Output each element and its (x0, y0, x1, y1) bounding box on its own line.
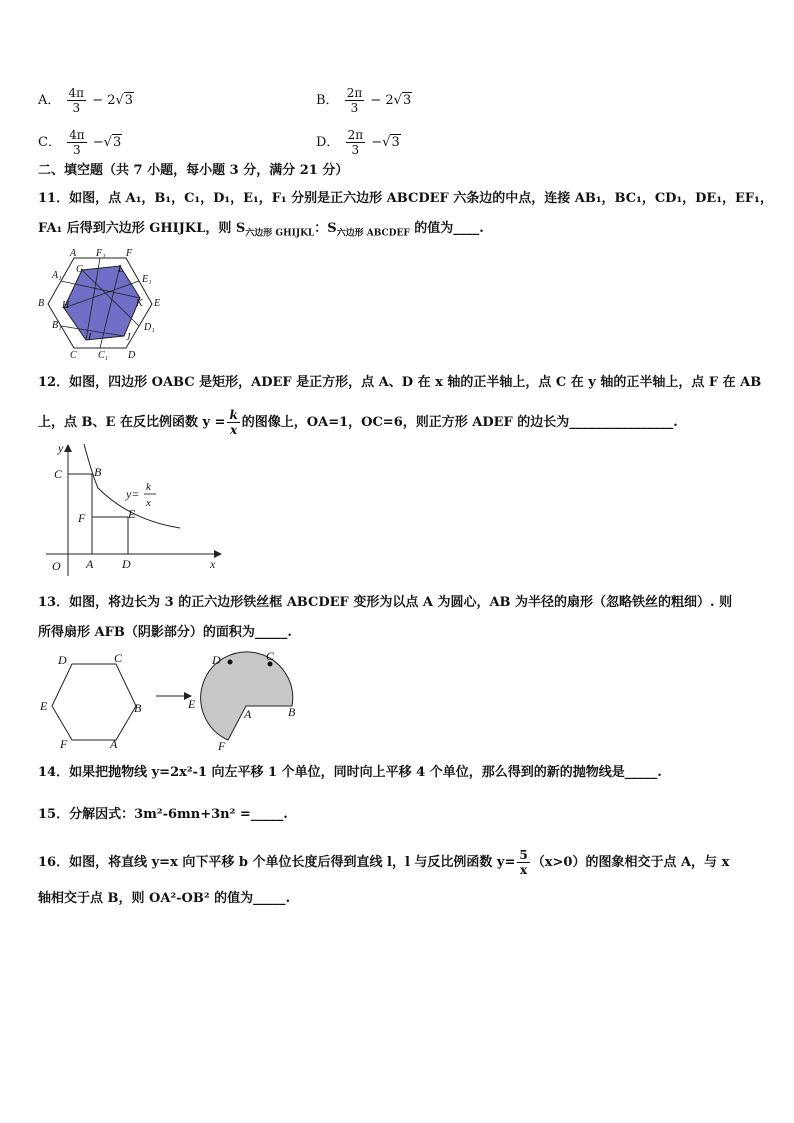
fig-label: E (188, 697, 196, 711)
sqrt-sign: √ (393, 93, 402, 108)
section-heading: 二、填空题（共 7 小题，每小题 3 分，满分 21 分） (38, 163, 349, 178)
fig-label: D (122, 557, 131, 571)
q16-line2: 轴相交于点 B，则 OA²-OB² 的值为_____. (38, 891, 291, 906)
fig-label: B₁ (52, 320, 62, 331)
fraction: $\frac{4\pi}{3}$ (68, 86, 85, 115)
coordinate-figure (40, 440, 230, 580)
fig-label: x (210, 557, 216, 571)
fraction: $\frac{4\pi}{3}$ (69, 128, 85, 157)
curve-num: k (146, 481, 151, 493)
fig-label: B (288, 705, 296, 719)
fig-label: J (126, 332, 131, 343)
curve-label: y= (126, 487, 140, 501)
q11-line2: FA₁ 后得到六边形 GHIJKL，则 $S_{六边形 GHIJKL}$：$S_{六边形 ABCDEF}$ 的值为____. (38, 221, 484, 239)
q15: 15．分解因式：3m²-6mn+3n² =_____. (38, 807, 288, 822)
q11-line1: 11．如图，点 A₁，B₁，C₁，D₁，E₁，F₁ 分别是正六边形 ABCDEF 六条边的中点，连接 AB₁，BC₁，CD₁，DE₁，EF₁， (38, 191, 773, 206)
fig-label: C (114, 651, 123, 665)
fig-label: F₁ (96, 248, 106, 259)
option-b: B． $\frac{2\pi}{3}$ − 2√3 (316, 86, 412, 115)
fig-label: E (40, 699, 48, 713)
fig-label: D₁ (144, 322, 155, 333)
hexagon-sector-figure (38, 648, 300, 752)
fig-label: G (76, 264, 84, 275)
hexagon-figure (36, 248, 176, 360)
fig-label: L (118, 264, 124, 275)
sqrt-sign: √ (103, 135, 112, 150)
fig-label: A (244, 707, 252, 721)
fig-label: C (266, 649, 275, 663)
q13-line1: 13．如图，将边长为 3 的正六边形铁丝框 ABCDEF 变形为以点 A 为圆心，AB 为半径的扇形（忽略铁丝的粗细）. 则 (38, 595, 733, 610)
q14: 14．如果把抛物线 y=2x²-1 向左平移 1 个单位，同时向上平移 4 个单位，那么得到的新的抛物线是_____. (38, 765, 662, 780)
fig-label: F (78, 511, 86, 525)
fig-label: A (110, 737, 118, 751)
fig-label: E (128, 507, 136, 521)
fig-label: A (86, 557, 94, 571)
fig-label: H (62, 300, 70, 311)
q12-line1: 12．如图，四边形 OABC 是矩形，ADEF 是正方形，点 A、D 在 x 轴的正半轴上，点 C 在 y 轴的正半轴上，点 F 在 AB (38, 375, 762, 390)
fig-label: K (136, 298, 143, 309)
option-a: A． $\frac{4\pi}{3}$ − 2√3 (38, 86, 134, 115)
fig-label: D (128, 350, 136, 360)
fig-label: C₁ (98, 350, 109, 360)
sqrt-sign: √ (382, 135, 391, 150)
fig-label: C (70, 350, 77, 360)
q12-line2: 上，点 B、E 在反比例函数 y = $\frac{k}{x}$ 的图像上，OA=1，OC=6，则正方形 ADEF 的边长为________________. (38, 408, 678, 437)
fraction: $\frac{2\pi}{3}$ (346, 86, 363, 115)
fig-label: A (70, 248, 77, 259)
fig-label: B (134, 701, 142, 715)
fig-label: B (38, 298, 45, 309)
fig-label: A₁ (52, 270, 62, 281)
fraction: $\frac{2\pi}{3}$ (347, 128, 364, 157)
fig-label: O (52, 559, 61, 573)
fig-label: I (88, 332, 92, 343)
fig-label: C (54, 467, 63, 481)
fig-label: F (126, 248, 133, 259)
option-c: C． $\frac{4\pi}{3}$ −√3 (38, 128, 122, 157)
fig-label: F (218, 739, 226, 752)
fig-label: D (58, 653, 67, 667)
fig-label: E (154, 298, 161, 309)
fig-label: y (58, 441, 64, 455)
fig-label: E₁ (142, 274, 152, 285)
fig-label: F (60, 737, 68, 751)
q16-line1: 16．如图，将直线 y=x 向下平移 b 个单位长度后得到直线 l，l 与反比例函数 y= $\frac{5}{x}$ （x>0）的图象相交于点 A，与 x (38, 848, 730, 877)
curve-den: x (146, 497, 151, 509)
q13-line2: 所得扇形 AFB（阴影部分）的面积为_____. (38, 625, 292, 640)
sqrt-sign: √ (115, 93, 124, 108)
option-d: D． $\frac{2\pi}{3}$ −√3 (316, 128, 400, 157)
fig-label: D (212, 653, 221, 667)
fig-label: B (94, 465, 102, 479)
